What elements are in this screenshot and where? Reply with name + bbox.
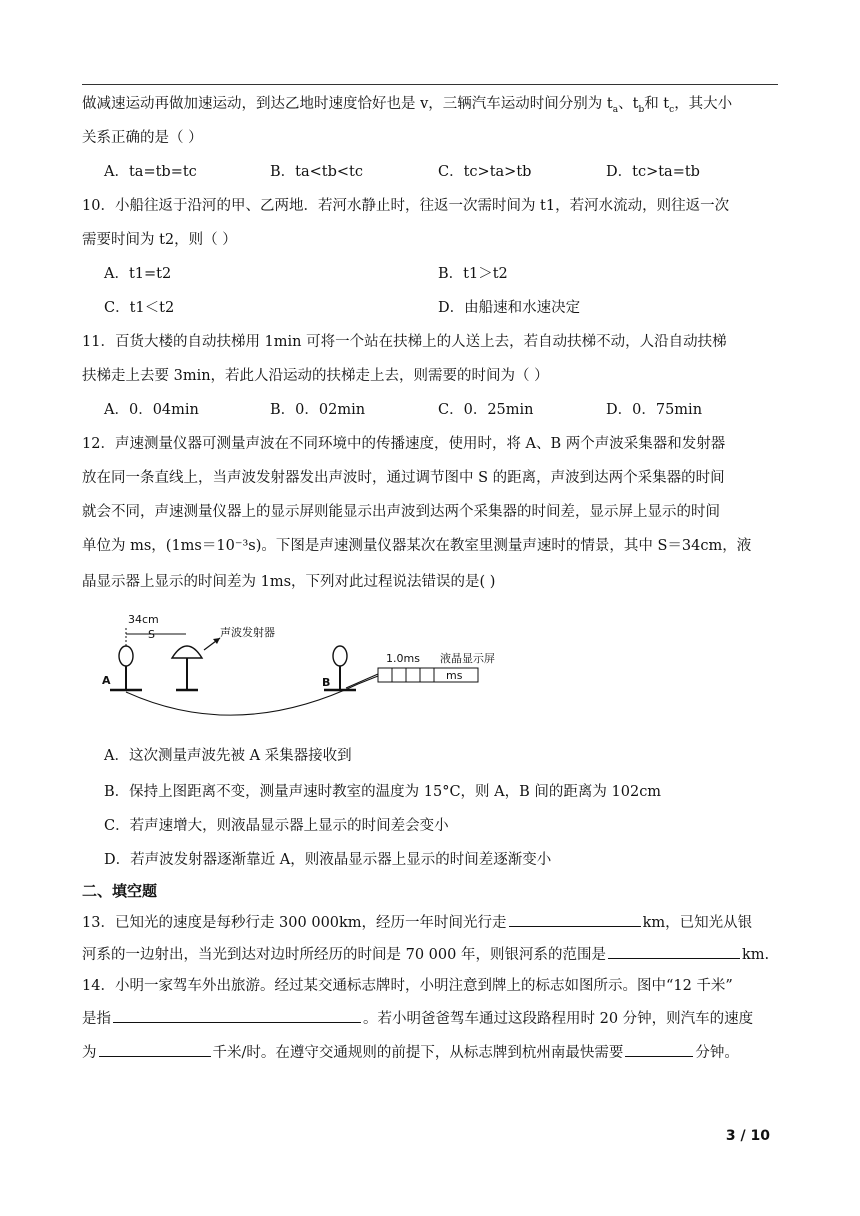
collector-b-head (333, 646, 347, 666)
q11-line1: 11．百货大楼的自动扶梯用 1min 可将一个站在扶梯上的人送上去，若自动扶梯不动，人沿自动扶梯 (82, 334, 727, 350)
emitter-head (172, 646, 202, 658)
q12-line1: 12．声速测量仪器可测量声波在不同环境中的传播速度，使用时，将 A、B 两个声波采集器和发射器 (82, 436, 726, 452)
q12-option-c: C．若声速增大，则液晶显示器上显示的时间差会变小 (104, 818, 449, 834)
q14-blank-3[interactable] (625, 1042, 693, 1057)
q10-option-a: A．t1=t2 (104, 266, 172, 282)
q9-line1: 做减速运动再做加速运动，到达乙地时速度恰好也是 v，三辆汽车运动时间分别为 $t_a$、$t_b$和 $t_c$，其大小 (82, 96, 733, 115)
q14-line3: 为 千米/时。在遵守交通规则的前提下，从标志牌到杭州南最快需要 分钟。 (82, 1042, 782, 1063)
q11-option-a: A．0．04min (104, 402, 199, 418)
q14-line2: 是指 。若小明爸爸驾车通过这段路程用时 20 分钟，则汽车的速度 (82, 1008, 782, 1029)
q12-option-a: A．这次测量声波先被 A 采集器接收到 (104, 748, 352, 764)
q12-line2: 放在同一条直线上，当声波发射器发出声波时，通过调节图中 S 的距离，声波到达两个采集器的时间 (82, 470, 725, 486)
collector-a-label: A (102, 674, 111, 687)
q12-line3: 就会不同，声速测量仪器上的显示屏则能显示出声波到达两个采集器的时间差，显示屏上显示的时间 (82, 504, 720, 520)
display-value: 1.0ms (386, 652, 420, 665)
emitter-label: 声波发射器 (220, 626, 275, 639)
q11-option-c: C．0．25min (438, 402, 534, 418)
q12-option-d: D．若声波发射器逐渐靠近 A，则液晶显示器上显示的时间差逐渐变小 (104, 852, 552, 868)
q12-line4: 单位为 ms，(1ms＝10⁻³s)。下图是声速测量仪器某次在教室里测量声速时的情景，其中 S＝34cm，液 (82, 538, 752, 554)
collector-b-label: B (322, 676, 331, 689)
q10-option-b: B．t1＞t2 (438, 266, 508, 282)
q10-option-c: C．t1＜t2 (104, 300, 175, 316)
display-label: 液晶显示屏 (440, 652, 495, 665)
q9-option-c: C．tc>ta>tb (438, 164, 532, 180)
s-label: S (148, 628, 155, 641)
q10-line2: 需要时间为 t2，则（ ） (82, 232, 237, 248)
cable-b (346, 674, 378, 688)
page-number: 3 / 10 (725, 1128, 770, 1144)
q11-option-b: B．0．02min (270, 402, 366, 418)
q14-line1: 14．小明一家驾车外出旅游。经过某交通标志牌时，小明注意到牌上的标志如图所示。图中“12 千米” (82, 978, 733, 994)
collector-a-head (119, 646, 133, 666)
lcd-display (378, 668, 478, 682)
q10-option-d: D．由船速和水速决定 (438, 300, 581, 316)
q11-line2: 扶梯走上去要 3min，若此人沿运动的扶梯走上去，则需要的时间为（ ） (82, 368, 549, 384)
q12-option-b: B．保持上图距离不变，测量声速时教室的温度为 15°C，则 A，B 间的距离为 102cm (104, 784, 662, 800)
section-heading: 二、填空题 (82, 882, 158, 900)
lcd-unit: ms (446, 669, 463, 682)
q14-blank-2[interactable] (99, 1042, 211, 1057)
distance-label: 34cm (128, 613, 159, 626)
q12-line5: 晶显示器上显示的时间差为 1ms，下列对此过程说法错误的是( ) (82, 574, 496, 590)
q9-line2: 关系正确的是（ ） (82, 130, 203, 146)
q14-blank-1[interactable] (113, 1008, 361, 1023)
header-rule (82, 84, 778, 85)
q9-option-b: B．ta<tb<tc (270, 164, 363, 180)
q9-option-a: A．ta=tb=tc (104, 164, 197, 180)
q10-line1: 10．小船往返于沿河的甲、乙两地．若河水静止时，往返一次需时间为 t1，若河水流动，则往返一次 (82, 198, 730, 214)
sound-measurement-figure (96, 612, 495, 722)
q13-blank-1[interactable] (509, 912, 641, 927)
q13-line2: 河系的一边射出，当光到达对边时所经历的时间是 70 000 年，则银河系的范围是 km. (82, 944, 782, 965)
q13-line1: 13．已知光的速度是每秒行走 300 000km，经历一年时间光行走 km，已知光从银 (82, 912, 782, 933)
q9-option-d: D．tc>ta=tb (606, 164, 700, 180)
q13-blank-2[interactable] (608, 944, 740, 959)
q11-option-d: D．0．75min (606, 402, 703, 418)
